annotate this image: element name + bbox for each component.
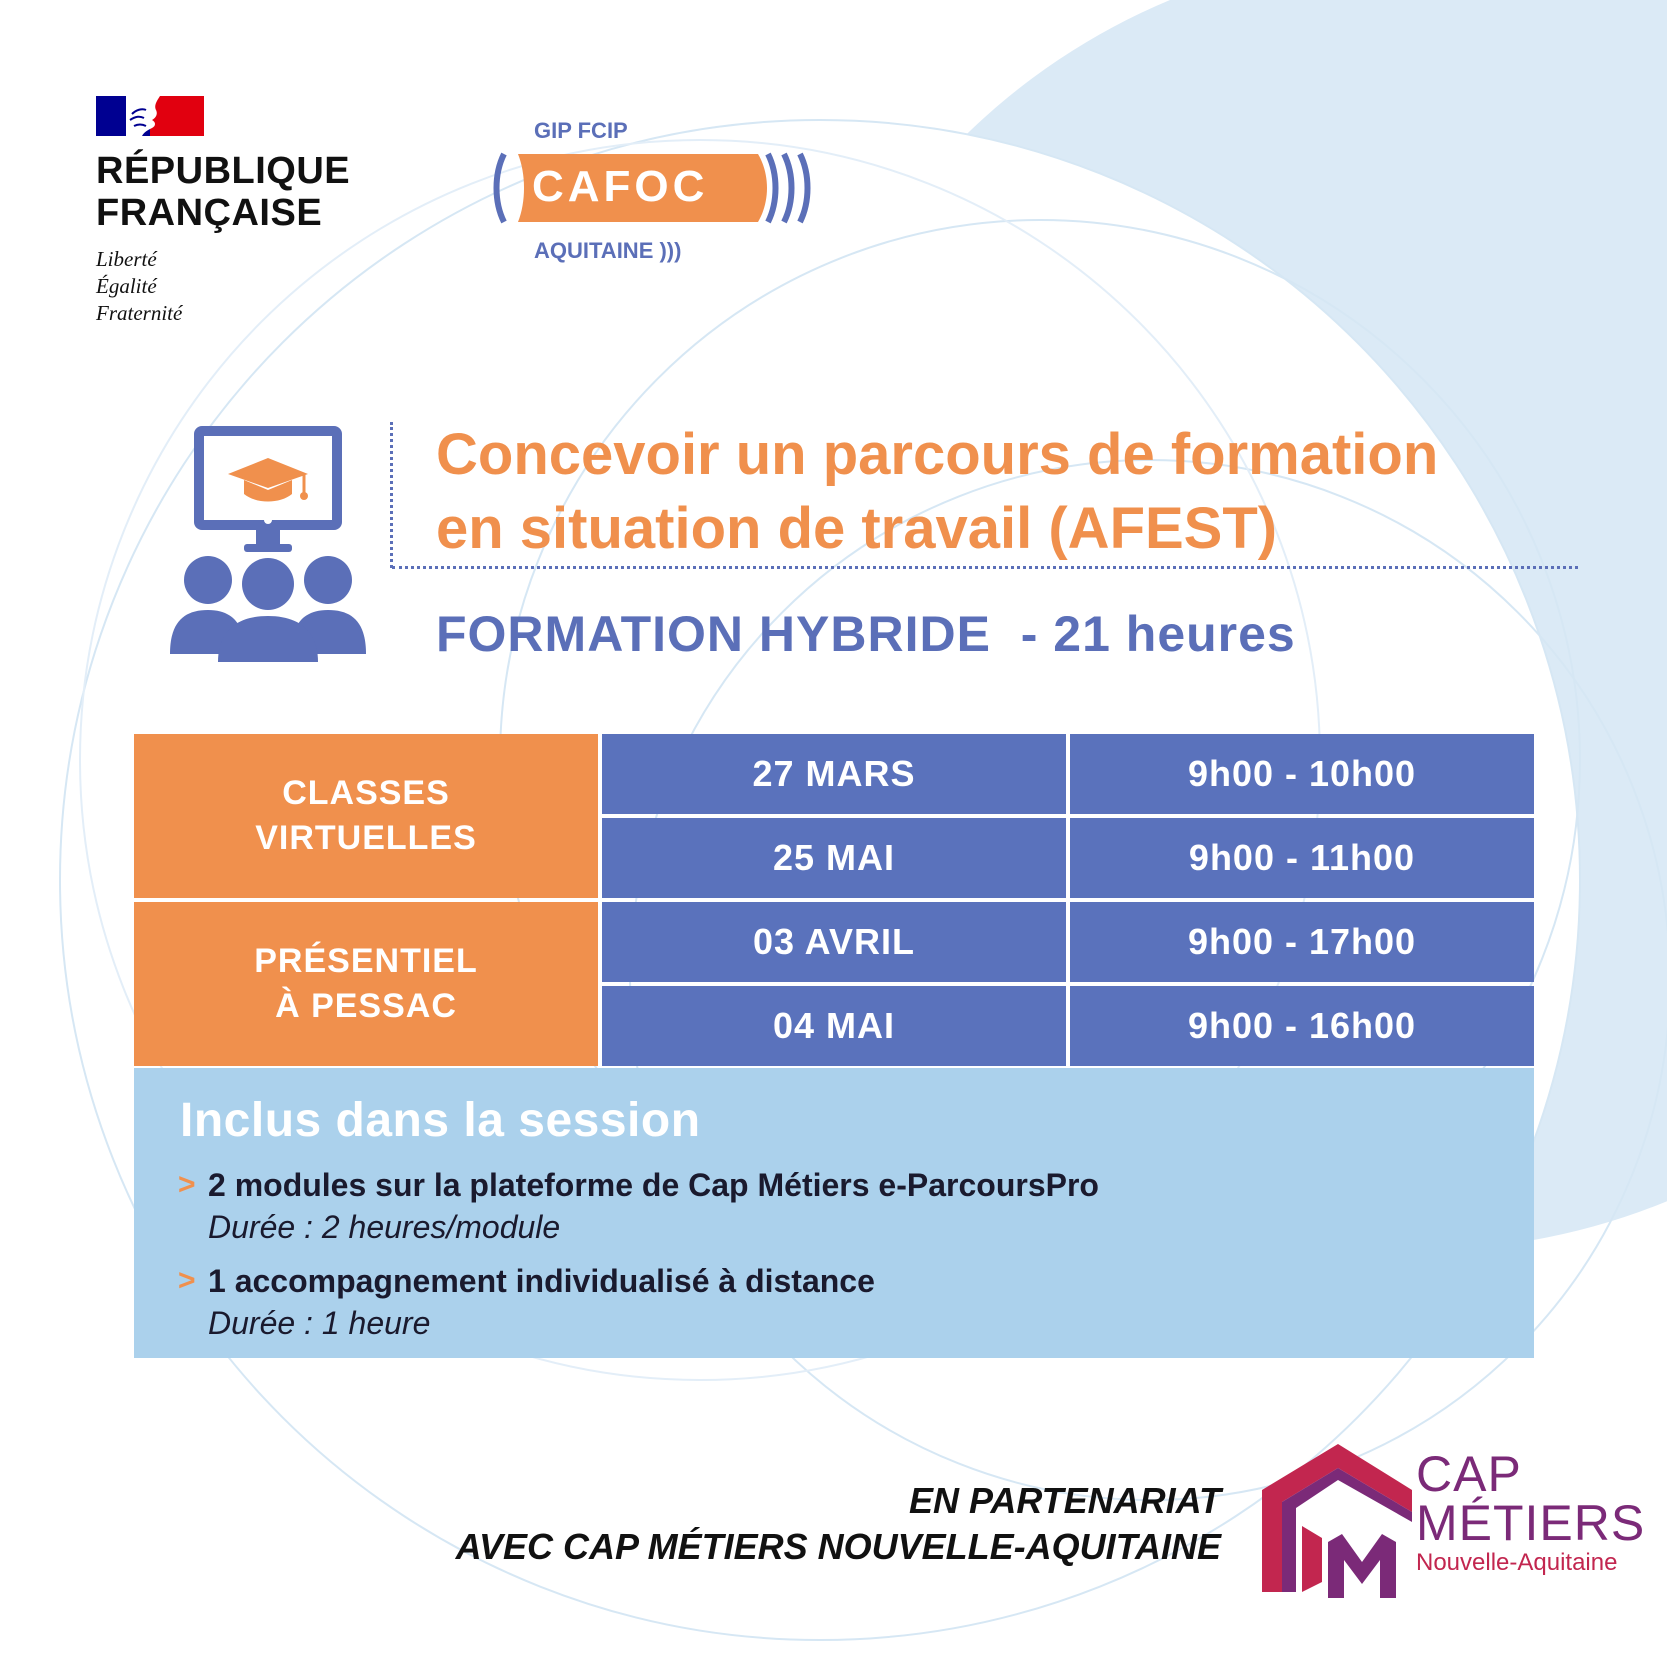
cafoc-name: CAFOC <box>532 162 709 211</box>
partnership-text <box>456 1478 1221 1570</box>
group-label-line: PRÉSENTIEL <box>254 942 478 980</box>
included-item-text: 2 modules sur la plateforme de Cap Métiers e-ParcoursPro <box>208 1167 1099 1203</box>
schedule-table <box>134 734 1534 1066</box>
title-horizontal-divider <box>392 566 1578 569</box>
group-label-virtual-classes <box>134 734 598 898</box>
computer-graduation-cap-group-icon <box>168 422 368 667</box>
page-title-line2: en situation de travail (AFEST) <box>436 496 1278 561</box>
cap-line2: MÉTIERS <box>1416 1495 1646 1551</box>
included-title: Inclus dans la session <box>180 1094 701 1147</box>
group-label-onsite <box>134 902 598 1066</box>
cap-line1: CAP <box>1416 1446 1522 1502</box>
cap-metiers-logo-text <box>1416 1446 1646 1578</box>
rf-motto-fraternite: Fraternité <box>96 301 183 325</box>
rf-title-line2: FRANÇAISE <box>96 192 323 234</box>
rf-motto-liberte: Liberté <box>96 247 157 271</box>
group-label-line: À PESSAC <box>275 987 457 1025</box>
session-time: 9h00 - 11h00 <box>1070 818 1534 898</box>
republique-francaise-logo <box>96 96 350 327</box>
session-time: 9h00 - 10h00 <box>1070 734 1534 814</box>
group-label-line: VIRTUELLES <box>255 819 477 857</box>
cafoc-top-label: GIP FCIP <box>534 118 628 143</box>
french-flag-icon <box>96 96 204 136</box>
cap-line3: Nouvelle-Aquitaine <box>1416 1549 1618 1576</box>
chevron-right-icon: > <box>178 1168 196 1201</box>
page-title-line1: Concevoir un parcours de formation <box>436 422 1439 487</box>
cafoc-bottom-label: AQUITAINE ))) <box>534 238 682 263</box>
partnership-line2: AVEC CAP MÉTIERS NOUVELLE-AQUITAINE <box>455 1526 1221 1567</box>
cafoc-logo <box>490 118 830 268</box>
group-label-line: CLASSES <box>282 774 450 812</box>
session-date: 25 MAI <box>602 818 1066 898</box>
page-subtitle: FORMATION HYBRIDE - 21 heures <box>436 606 1296 662</box>
title-vertical-divider <box>390 422 393 568</box>
included-item-duration: Durée : 1 heure <box>208 1305 431 1341</box>
included-item-text: 1 accompagnement individualisé à distance <box>208 1263 875 1299</box>
session-time: 9h00 - 17h00 <box>1070 902 1534 982</box>
included-panel <box>134 1068 1534 1358</box>
page-title <box>436 418 1586 566</box>
rf-motto-egalite: Égalité <box>96 274 157 298</box>
rf-motto <box>96 246 350 327</box>
session-time: 9h00 - 16h00 <box>1070 986 1534 1066</box>
rf-title-line1: RÉPUBLIQUE <box>96 150 351 192</box>
marianne-icon <box>126 96 174 136</box>
session-date: 27 MARS <box>602 734 1066 814</box>
chevron-right-icon: > <box>178 1264 196 1297</box>
included-item-duration: Durée : 2 heures/module <box>208 1209 561 1245</box>
session-date: 03 AVRIL <box>602 902 1066 982</box>
partnership-line1: EN PARTENARIAT <box>908 1480 1221 1521</box>
session-date: 04 MAI <box>602 986 1066 1066</box>
